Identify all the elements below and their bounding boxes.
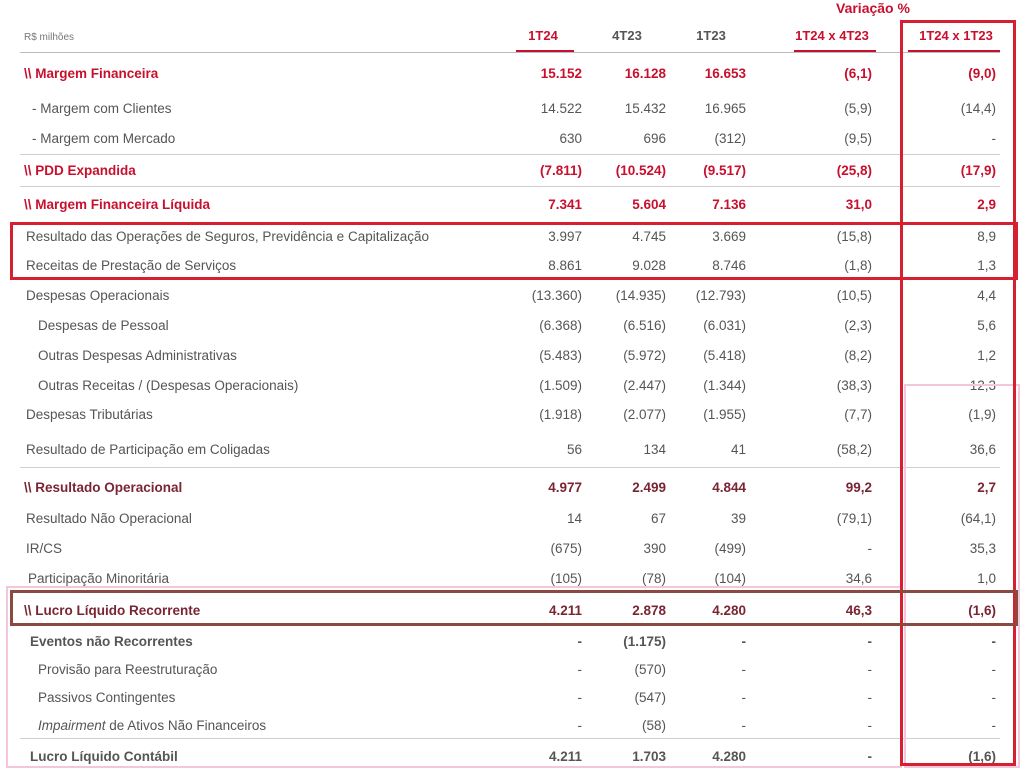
cell-1t23: - (741, 662, 746, 677)
cell-1t23: (9.517) (703, 163, 746, 178)
cell-1t23: (5.418) (703, 348, 746, 363)
unit-label: R$ milhões (24, 32, 75, 43)
row-label: Provisão para Reestruturação (38, 662, 218, 677)
cell-var-1t23: - (991, 662, 996, 677)
cell-1t23: 7.136 (712, 197, 746, 212)
cell-1t24: 56 (566, 442, 582, 457)
cell-var-1t23: 12,3 (969, 378, 996, 393)
cell-4t23: (78) (641, 571, 666, 586)
cell-var-1t23: 8,9 (977, 229, 996, 244)
cell-4t23: 5.604 (632, 197, 666, 212)
cell-var-4t23: (6,1) (844, 66, 872, 81)
row-label: \\ Lucro Líquido Recorrente (24, 603, 201, 618)
cell-1t24: - (577, 718, 582, 733)
table-row-lucro-liquido-contabil (20, 744, 1000, 770)
cell-var-1t23: 36,6 (969, 442, 996, 457)
cell-1t23: (1.344) (703, 378, 746, 393)
cell-var-1t23: - (991, 634, 996, 649)
cell-var-1t23: (1,6) (968, 749, 996, 764)
row-label: Receitas de Prestação de Serviços (26, 258, 237, 273)
cell-var-1t23: (17,9) (960, 163, 996, 178)
cell-4t23: 390 (643, 541, 666, 556)
cell-1t24: - (577, 662, 582, 677)
cell-4t23: (2.077) (623, 407, 666, 422)
cell-1t23: - (741, 690, 746, 705)
cell-var-1t23: 4,4 (977, 288, 996, 303)
cell-1t23: 16.653 (704, 66, 746, 81)
cell-1t24: 15.152 (540, 66, 582, 81)
cell-1t24: 14 (566, 511, 582, 526)
cell-var-4t23: (25,8) (836, 163, 872, 178)
cell-4t23: 15.432 (624, 101, 666, 116)
cell-1t23: (6.031) (703, 318, 746, 333)
row-label: Lucro Líquido Contábil (30, 749, 178, 764)
variacao-header: Variação % (836, 0, 910, 16)
cell-4t23: 2.499 (632, 480, 666, 495)
cell-4t23: (58) (641, 718, 666, 733)
header-rule (20, 52, 1000, 53)
row-label: \\ Margem Financeira (24, 66, 159, 81)
table-row-outras-receitas (20, 373, 1000, 399)
row-label: \\ Resultado Operacional (24, 480, 183, 495)
cell-var-4t23: (8,2) (844, 348, 872, 363)
cell-var-1t23: 5,6 (977, 318, 996, 333)
cell-4t23: 67 (650, 511, 666, 526)
cell-1t23: (499) (714, 541, 746, 556)
row-separator (20, 467, 1000, 468)
row-label: Outras Despesas Administrativas (38, 348, 237, 363)
cell-4t23: 696 (643, 131, 666, 146)
row-label: Resultado Não Operacional (26, 511, 192, 526)
table-row-despesas-operacionais (20, 283, 1000, 309)
cell-4t23: (1.175) (623, 634, 666, 649)
table-row-margem-financeira-liquida (20, 192, 1000, 218)
cell-1t23: (104) (714, 571, 746, 586)
row-label: IR/CS (26, 541, 63, 556)
cell-1t24: (5.483) (539, 348, 582, 363)
table-row-pdd-expandida (20, 158, 1000, 184)
cell-1t23: 3.669 (712, 229, 746, 244)
table-row-provisao-reestruturacao (20, 657, 1000, 683)
cell-1t24: - (577, 690, 582, 705)
table-row-resultado-nao-operacional (20, 506, 1000, 532)
row-label: - Margem com Mercado (32, 131, 176, 146)
cell-1t23: 4.844 (712, 480, 746, 495)
row-separator (20, 186, 1000, 187)
table-row-lucro-liquido-recorrente (20, 598, 1000, 624)
cell-var-1t23: (1,6) (968, 603, 996, 618)
cell-var-4t23: (7,7) (844, 407, 872, 422)
row-label (38, 718, 266, 733)
cell-1t24: 14.522 (540, 101, 582, 116)
cell-1t24: (6.368) (539, 318, 582, 333)
cell-var-4t23: - (867, 718, 872, 733)
cell-var-1t23: - (991, 131, 996, 146)
cell-var-1t23: 1,3 (977, 258, 996, 273)
cell-var-4t23: - (867, 541, 872, 556)
cell-1t24: 7.341 (548, 197, 582, 212)
cell-1t23: - (741, 634, 746, 649)
cell-var-1t23: - (991, 690, 996, 705)
cell-var-4t23: (58,2) (836, 442, 872, 457)
cell-1t24: 8.861 (548, 258, 582, 273)
cell-1t24: - (577, 634, 582, 649)
cell-4t23: (6.516) (623, 318, 666, 333)
cell-4t23: 134 (643, 442, 666, 457)
cell-1t23: (312) (714, 131, 746, 146)
cell-var-1t23: 35,3 (969, 541, 996, 556)
cell-var-4t23: (10,5) (836, 288, 872, 303)
cell-var-1t23: - (991, 718, 996, 733)
cell-var-4t23: (9,5) (844, 131, 872, 146)
cell-1t23: 8.746 (712, 258, 746, 273)
table-row-impairment (20, 713, 1000, 739)
row-label: - Margem com Clientes (32, 101, 172, 116)
cell-var-1t23: (1,9) (968, 407, 996, 422)
row-label: \\ PDD Expandida (24, 163, 136, 178)
table-row-despesas-tributarias (20, 402, 1000, 428)
cell-1t24: (1.918) (539, 407, 582, 422)
cell-var-4t23: (38,3) (836, 378, 872, 393)
cell-var-4t23: - (867, 634, 872, 649)
cell-4t23: 9.028 (632, 258, 666, 273)
cell-4t23: (10.524) (615, 163, 666, 178)
cell-var-4t23: (79,1) (836, 511, 872, 526)
row-label: Eventos não Recorrentes (30, 634, 193, 649)
cell-1t24: 4.211 (548, 603, 582, 618)
cell-4t23: 4.745 (632, 229, 666, 244)
table-row-resultado-seguros (20, 224, 1000, 250)
cell-1t24: (105) (550, 571, 582, 586)
cell-var-4t23: 31,0 (845, 197, 872, 212)
cell-var-1t23: (14,4) (960, 101, 996, 116)
row-label: Participação Minoritária (28, 571, 170, 586)
row-label: Resultado de Participação em Coligadas (26, 442, 270, 457)
cell-var-1t23: 1,0 (977, 571, 996, 586)
cell-1t23: (12.793) (695, 288, 746, 303)
table-row-participacao-minoritaria (20, 566, 1000, 592)
row-label: Passivos Contingentes (38, 690, 176, 705)
cell-4t23: 1.703 (632, 749, 666, 764)
row-label-rest: de Ativos Não Financeiros (105, 718, 267, 733)
cell-4t23: (547) (634, 690, 666, 705)
cell-var-1t23: 2,9 (977, 197, 996, 212)
cell-1t23: 4.280 (712, 603, 746, 618)
cell-1t23: 41 (730, 442, 746, 457)
row-separator (20, 154, 1000, 155)
cell-1t24: 4.211 (548, 749, 582, 764)
cell-4t23: (5.972) (623, 348, 666, 363)
row-label: Despesas Tributárias (26, 407, 153, 422)
row-label: Despesas de Pessoal (38, 318, 169, 333)
cell-1t24: 4.977 (548, 480, 582, 495)
cell-var-4t23: (5,9) (844, 101, 872, 116)
cell-1t24: 630 (559, 131, 582, 146)
cell-1t23: (1.955) (703, 407, 746, 422)
table-row-ir-cs (20, 536, 1000, 562)
cell-var-4t23: (2,3) (844, 318, 872, 333)
cell-1t24: (1.509) (539, 378, 582, 393)
cell-var-4t23: - (867, 749, 872, 764)
table-row-eventos-nao-recorrentes (20, 629, 1000, 655)
row-separator (20, 738, 1000, 739)
row-label: Resultado das Operações de Seguros, Previdência e Capitalização (26, 229, 429, 244)
table-row-margem-clientes (20, 96, 1000, 122)
table-row-receitas-servicos (20, 253, 1000, 279)
col-header-1t23: 1T23 (696, 28, 726, 43)
cell-4t23: 16.128 (624, 66, 666, 81)
cell-4t23: (570) (634, 662, 666, 677)
cell-4t23: 2.878 (632, 603, 666, 618)
col-header-1t24-x-1t23: 1T24 x 1T23 (919, 28, 993, 43)
row-label: Outras Receitas / (Despesas Operacionais) (38, 378, 299, 393)
cell-1t23: 4.280 (712, 749, 746, 764)
cell-1t23: 39 (730, 511, 746, 526)
table-row-despesas-pessoal (20, 313, 1000, 339)
cell-var-1t23: (9,0) (968, 66, 996, 81)
col-header-4t23: 4T23 (612, 28, 642, 43)
cell-1t24: (7.811) (539, 163, 582, 178)
cell-1t24: (13.360) (531, 288, 582, 303)
cell-1t24: (675) (550, 541, 582, 556)
row-label: Despesas Operacionais (26, 288, 170, 303)
table-row-margem-mercado (20, 126, 1000, 152)
cell-var-4t23: - (867, 690, 872, 705)
cell-var-1t23: (64,1) (960, 511, 996, 526)
row-label-italic: Impairment (38, 718, 106, 733)
cell-var-4t23: (1,8) (844, 258, 872, 273)
table-row-outras-despesas-adm (20, 343, 1000, 369)
table-row-resultado-operacional (20, 475, 1000, 501)
cell-var-4t23: (15,8) (836, 229, 872, 244)
cell-var-4t23: 99,2 (845, 480, 872, 495)
cell-var-4t23: 46,3 (845, 603, 872, 618)
table-row-participacao-coligadas (20, 437, 1000, 463)
col-header-1t24-x-4t23: 1T24 x 4T23 (795, 28, 869, 43)
table-row-margem-financeira (20, 61, 1000, 87)
cell-1t23: 16.965 (704, 101, 746, 116)
table-row-passivos-contingentes (20, 685, 1000, 711)
cell-var-1t23: 1,2 (977, 348, 996, 363)
cell-var-4t23: 34,6 (845, 571, 872, 586)
cell-4t23: (14.935) (615, 288, 666, 303)
cell-1t24: 3.997 (548, 229, 582, 244)
cell-1t23: - (741, 718, 746, 733)
col-header-1t24: 1T24 (528, 28, 558, 43)
cell-var-4t23: - (867, 662, 872, 677)
cell-4t23: (2.447) (623, 378, 666, 393)
cell-var-1t23: 2,7 (977, 480, 996, 495)
row-label: \\ Margem Financeira Líquida (24, 197, 211, 212)
